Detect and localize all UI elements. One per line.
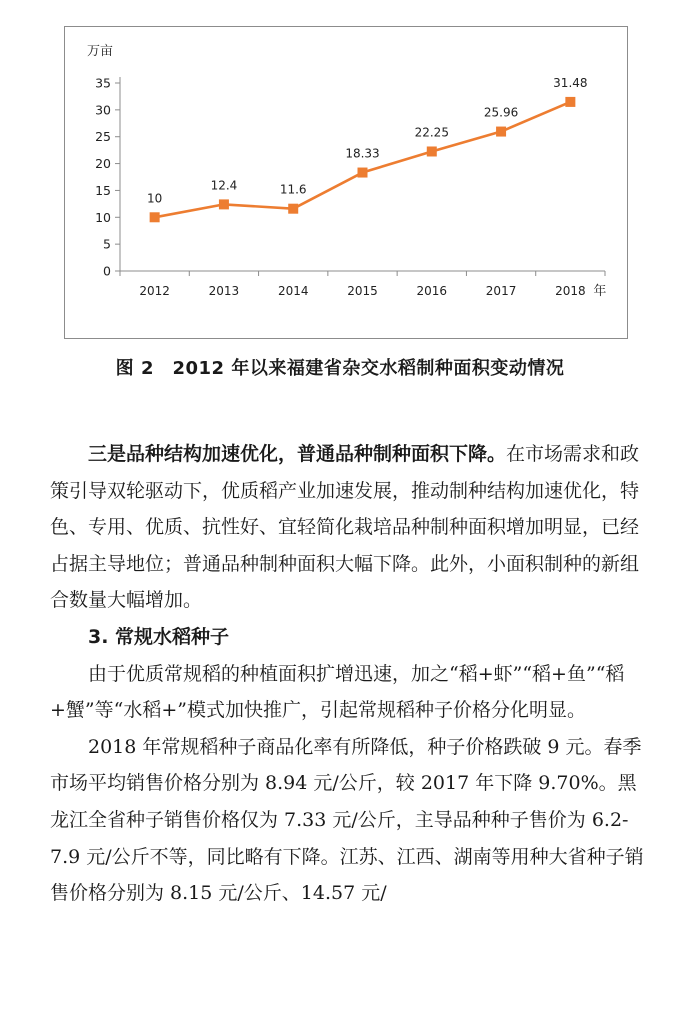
line-chart — [65, 27, 629, 340]
x-unit-label: 年 — [593, 284, 607, 299]
chart-frame — [64, 26, 628, 339]
data-label: 10 — [147, 191, 163, 206]
paragraph-1 — [50, 436, 650, 619]
y-unit-label: 万亩 — [87, 44, 114, 59]
data-point — [427, 146, 437, 156]
data-label: 25.96 — [483, 105, 519, 120]
paragraph-3 — [50, 729, 650, 912]
x-tick-label: 2012 — [139, 284, 170, 298]
y-tick-label: 10 — [95, 209, 111, 225]
x-tick-label: 2013 — [208, 284, 240, 298]
data-point — [496, 127, 506, 137]
body-text — [50, 436, 650, 912]
x-tick-label: 2016 — [416, 284, 448, 298]
paragraph-3-text: 2018 年常规稻种子商品化率有所降低，种子价格跌破 9 元。春季市场平均销售价格分别为 8.94 元/公斤，较 2017 年下降 9.70%。黑龙江全省种子销售价格仅为 7.33 元/公斤，主导品种种子售价为 6.2-7.9 元/公斤不等，同比略有下降。江苏、江西、湖南等用种大省种子销售价格分别为 8.15 元/公斤、14.57 元/ — [50, 735, 644, 905]
data-label: 22.25 — [414, 125, 449, 140]
y-tick-label: 15 — [95, 182, 111, 198]
data-label: 12.4 — [210, 178, 238, 193]
paragraph-1-lead: 三是品种结构加速优化，普通品种制种面积下降。 — [88, 443, 507, 465]
paragraph-1-text: 在市场需求和政策引导双轮驱动下，优质稻产业加速发展，推动制种结构加速优化，特色、专用、优质、抗性好、宜轻简化栽培品种制种面积增加明显，已经占据主导地位；普通品种制种面积大幅下降。此外，小面积制种的新组合数量大幅增加。 — [50, 443, 640, 612]
data-point — [358, 168, 368, 178]
data-label: 31.48 — [553, 75, 588, 90]
x-tick-label: 2018 — [555, 284, 586, 298]
section-heading: 3. 常规水稻种子 — [88, 625, 230, 648]
y-tick-label: 5 — [103, 236, 111, 252]
y-tick-label: 35 — [95, 75, 111, 91]
y-tick-label: 30 — [95, 102, 111, 118]
data-point — [219, 199, 229, 209]
data-point — [150, 212, 160, 222]
paragraph-2-text: 由于优质常规稻的种植面积扩增迅速，加之“稻+虾”“稻+鱼”“稻+蟹”等“水稻+”模式加快推广，引起常规稻种子价格分化明显。 — [50, 662, 625, 722]
data-label: 18.33 — [345, 146, 380, 161]
paragraph-2 — [50, 656, 650, 729]
y-tick-label: 20 — [95, 156, 111, 172]
data-point — [288, 204, 298, 214]
data-point — [565, 97, 575, 107]
data-label: 11.6 — [279, 182, 307, 197]
x-tick-label: 2014 — [277, 284, 309, 298]
figure-caption: 图 2 2012 年以来福建省杂交水稻制种面积变动情况 — [115, 358, 565, 379]
y-tick-label: 25 — [95, 129, 111, 145]
y-tick-label: 0 — [103, 263, 111, 279]
x-tick-label: 2015 — [347, 284, 378, 298]
x-tick-label: 2017 — [485, 284, 517, 298]
